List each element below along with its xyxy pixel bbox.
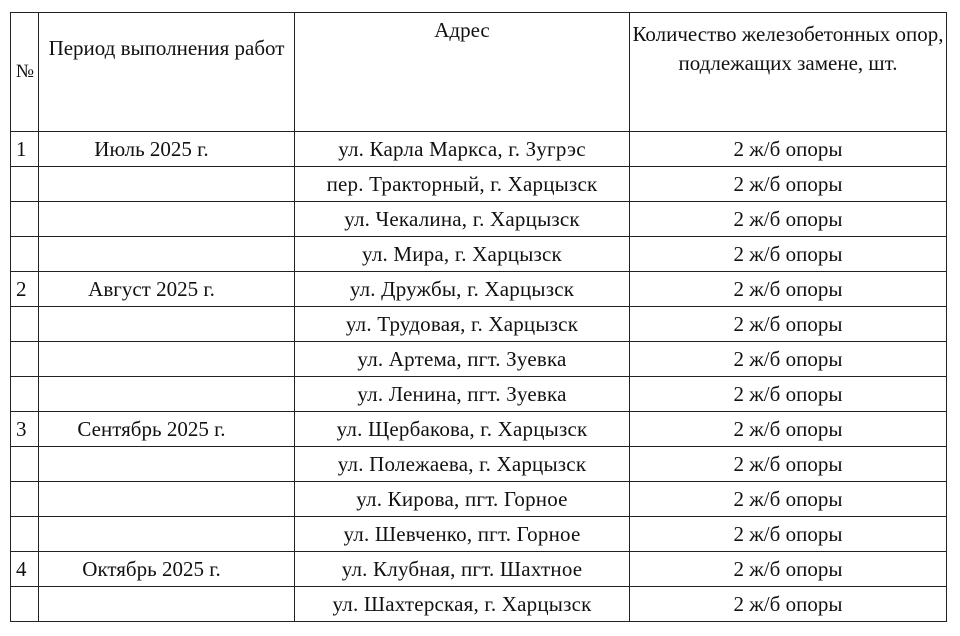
cell-address: ул. Карла Маркса, г. Зугрэс [295, 132, 630, 167]
table-row [11, 447, 947, 482]
header-row [11, 13, 947, 132]
header-period: Период выполнения работ [39, 13, 295, 132]
cell-quantity: 2 ж/б опоры [630, 482, 947, 517]
cell-period [39, 517, 295, 552]
header-address: Адрес [295, 13, 630, 132]
cell-period: Июль 2025 г. [39, 132, 295, 167]
cell-address: ул. Щербакова, г. Харцызск [295, 412, 630, 447]
cell-address: ул. Мира, г. Харцызск [295, 237, 630, 272]
cell-quantity: 2 ж/б опоры [630, 132, 947, 167]
cell-address: ул. Чекалина, г. Харцызск [295, 202, 630, 237]
cell-quantity: 2 ж/б опоры [630, 517, 947, 552]
cell-quantity: 2 ж/б опоры [630, 202, 947, 237]
cell-address: ул. Полежаева, г. Харцызск [295, 447, 630, 482]
table-row [11, 167, 947, 202]
table-row [11, 237, 947, 272]
header-quantity: Количество железобетонных опор, подлежащих замене, шт. [630, 13, 947, 132]
cell-period [39, 202, 295, 237]
cell-period [39, 167, 295, 202]
table-row [11, 377, 947, 412]
cell-number [11, 447, 39, 482]
cell-quantity: 2 ж/б опоры [630, 447, 947, 482]
cell-period: Август 2025 г. [39, 272, 295, 307]
cell-number [11, 377, 39, 412]
schedule-table [10, 12, 947, 622]
table-row [11, 412, 947, 447]
cell-number [11, 342, 39, 377]
cell-period [39, 237, 295, 272]
cell-quantity: 2 ж/б опоры [630, 342, 947, 377]
cell-period: Сентябрь 2025 г. [39, 412, 295, 447]
cell-address: ул. Клубная, пгт. Шахтное [295, 552, 630, 587]
cell-period [39, 482, 295, 517]
cell-number: 4 [11, 552, 39, 587]
cell-number [11, 307, 39, 342]
cell-address: ул. Кирова, пгт. Горное [295, 482, 630, 517]
cell-address: ул. Трудовая, г. Харцызск [295, 307, 630, 342]
cell-period [39, 377, 295, 412]
cell-number [11, 482, 39, 517]
cell-period [39, 307, 295, 342]
cell-number [11, 237, 39, 272]
cell-number [11, 587, 39, 622]
cell-period [39, 447, 295, 482]
cell-period: Октябрь 2025 г. [39, 552, 295, 587]
cell-quantity: 2 ж/б опоры [630, 377, 947, 412]
cell-period [39, 587, 295, 622]
cell-number: 1 [11, 132, 39, 167]
table-row [11, 482, 947, 517]
cell-period [39, 342, 295, 377]
table-header [11, 13, 947, 132]
cell-address: ул. Шевченко, пгт. Горное [295, 517, 630, 552]
cell-address: ул. Ленина, пгт. Зуевка [295, 377, 630, 412]
table-body [11, 132, 947, 622]
cell-quantity: 2 ж/б опоры [630, 237, 947, 272]
cell-quantity: 2 ж/б опоры [630, 272, 947, 307]
table-row [11, 587, 947, 622]
cell-quantity: 2 ж/б опоры [630, 167, 947, 202]
cell-quantity: 2 ж/б опоры [630, 412, 947, 447]
cell-quantity: 2 ж/б опоры [630, 307, 947, 342]
header-number: № [11, 13, 39, 132]
table-row [11, 552, 947, 587]
table-row [11, 517, 947, 552]
cell-number [11, 517, 39, 552]
cell-quantity: 2 ж/б опоры [630, 552, 947, 587]
cell-address: пер. Тракторный, г. Харцызск [295, 167, 630, 202]
table-row [11, 132, 947, 167]
table-row [11, 342, 947, 377]
cell-address: ул. Артема, пгт. Зуевка [295, 342, 630, 377]
table-row [11, 307, 947, 342]
table-row [11, 202, 947, 237]
cell-number [11, 167, 39, 202]
cell-number [11, 202, 39, 237]
table-row [11, 272, 947, 307]
cell-number: 3 [11, 412, 39, 447]
cell-quantity: 2 ж/б опоры [630, 587, 947, 622]
cell-number: 2 [11, 272, 39, 307]
cell-address: ул. Шахтерская, г. Харцызск [295, 587, 630, 622]
cell-address: ул. Дружбы, г. Харцызск [295, 272, 630, 307]
